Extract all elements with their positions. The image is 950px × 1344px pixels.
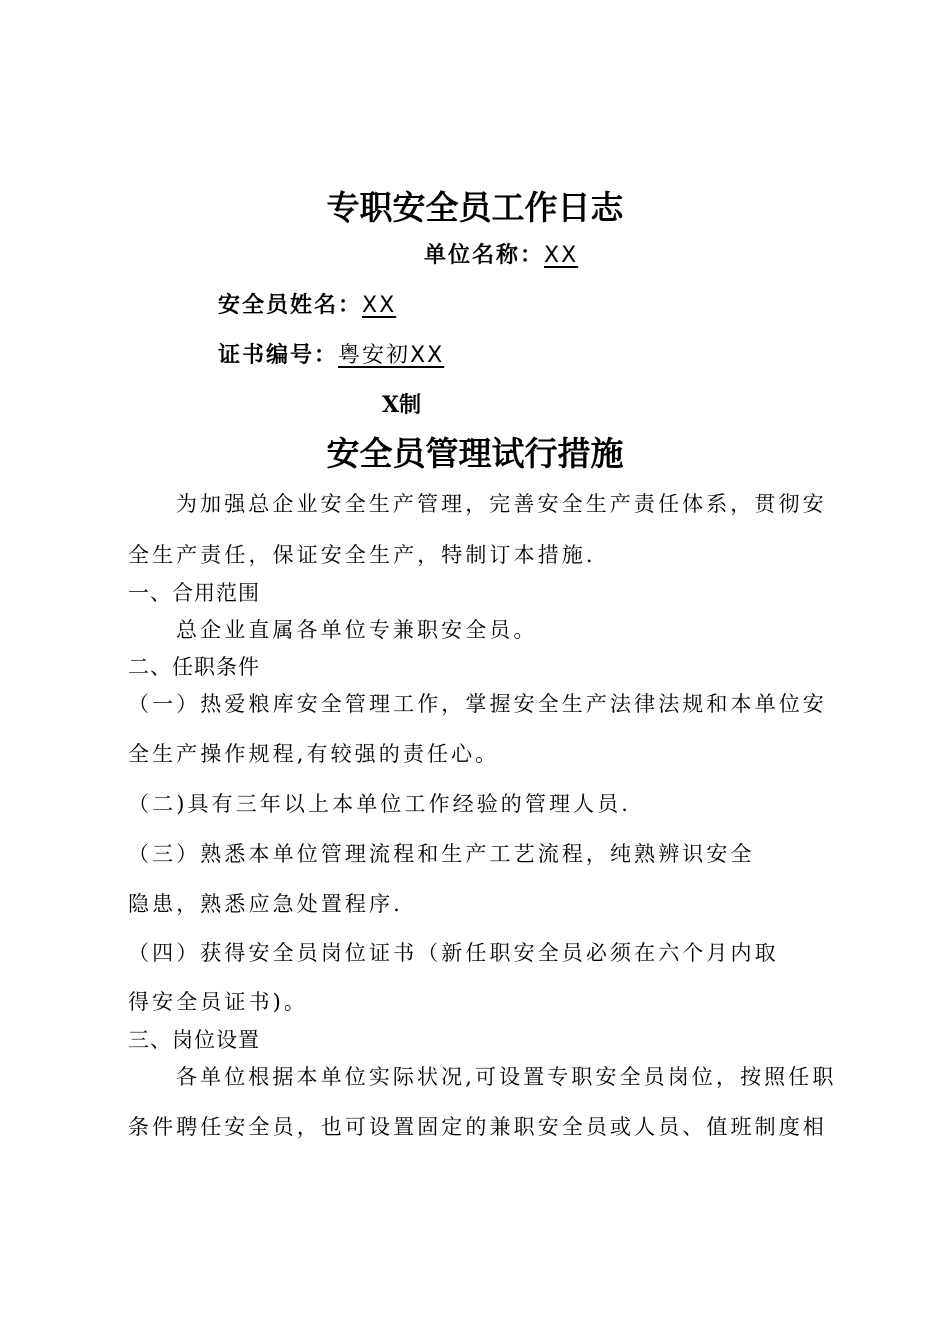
officer-name-label: 安全员姓名： [218, 293, 363, 318]
section-2-item-1-line-1: （一）热爱粮库安全管理工作，掌握安全生产法律法规和本单位安 [128, 692, 827, 716]
section-2-item-1-line-2: 全生产操作规程,有较强的责任心。 [128, 742, 500, 766]
section-2-item-4-line-1: （四）获得安全员岗位证书（新任职安全员必须在六个月内取 [128, 941, 779, 965]
section-2-item-3-line-2: 隐患，熟悉应急处置程序. [128, 892, 403, 916]
section-2-item-2: （二)具有三年以上本单位工作经验的管理人员. [128, 792, 632, 816]
section-1-heading: 一、合用范围 [128, 581, 260, 605]
officer-name-field [218, 288, 396, 319]
intro-paragraph-line-1: 为加强总企业安全生产管理，完善安全生产责任体系，贯彻安 [176, 492, 827, 516]
section-2-heading: 二、任职条件 [128, 655, 260, 679]
section-2-item-3-line-1: （三）熟悉本单位管理流程和生产工艺流程，纯熟辨识安全 [128, 842, 755, 866]
unit-name-value: XX [544, 243, 579, 268]
maker-line: X制 [382, 392, 422, 418]
officer-name-value: XX [362, 293, 397, 318]
certificate-number-label: 证书编号： [218, 343, 339, 368]
section-3-text-line-1: 各单位根据本单位实际状况,可设置专职安全员岗位，按照任职 [176, 1065, 837, 1089]
section-3-heading: 三、岗位设置 [128, 1028, 260, 1052]
log-title: 专职安全员工作日志 [326, 188, 624, 227]
measures-title: 安全员管理试行措施 [326, 434, 624, 473]
unit-name-label: 单位名称： [424, 243, 545, 268]
certificate-number-value: 粤安初XX [338, 343, 445, 368]
section-3-text-line-2: 条件聘任安全员，也可设置固定的兼职安全员或人员、值班制度相 [128, 1115, 827, 1139]
section-1-text: 总企业直属各单位专兼职安全员。 [176, 618, 538, 642]
section-2-item-4-line-2: 得安全员证书)。 [128, 990, 308, 1014]
unit-name-field [424, 238, 578, 269]
certificate-number-field [218, 338, 444, 369]
intro-paragraph-line-2: 全生产责任，保证安全生产，特制订本措施. [128, 543, 596, 567]
